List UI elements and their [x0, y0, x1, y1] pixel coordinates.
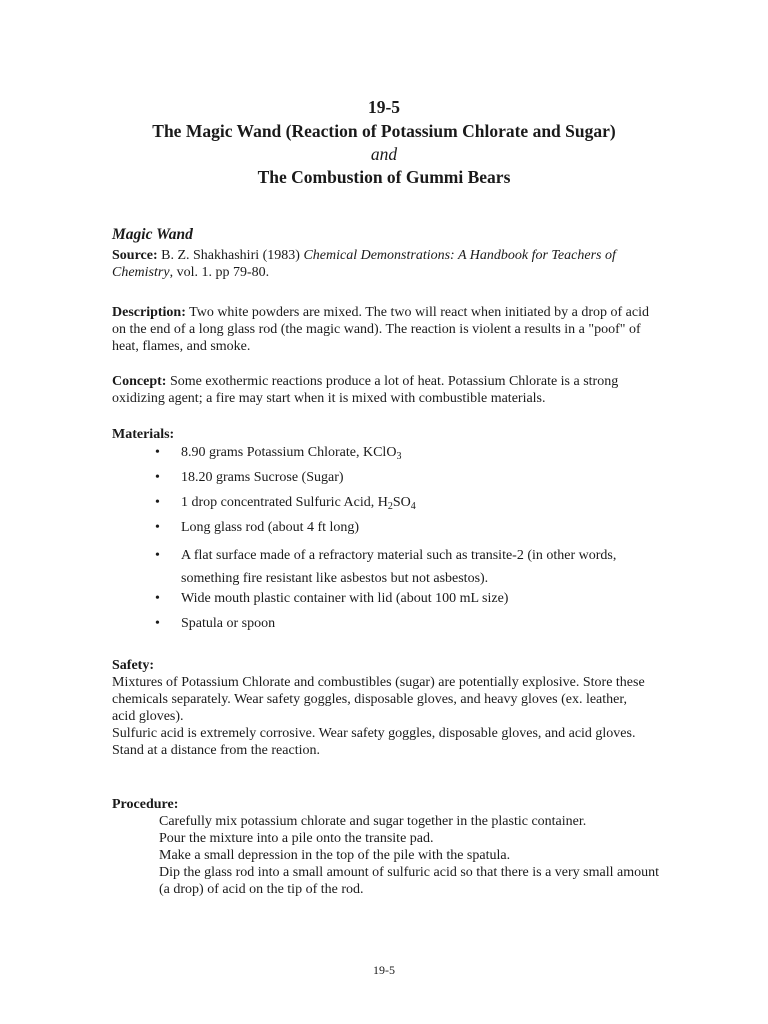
bullet-icon: •: [155, 470, 160, 485]
subscript: 4: [410, 501, 416, 512]
concept-paragraph: [112, 373, 660, 407]
list-item: Dip the glass rod into a small amount of sulfuric acid so that there is a very small amount (a drop) of acid on the tip of the rod.: [159, 865, 660, 897]
bullet-icon: •: [155, 520, 160, 535]
bullet-icon: •: [155, 591, 160, 606]
safety-line: Sulfuric acid is extremely corrosive. Wear safety goggles, disposable gloves, and acid gloves.: [112, 726, 636, 741]
material-text: 8.90 grams Potassium Chlorate, KClO: [181, 445, 397, 460]
description-text: Two white powders are mixed. The two will react when initiated by a drop of acid on the end of a long glass rod (the magic wand). The reaction is violent a results in a "poof" of heat, flames, and smoke.: [112, 305, 649, 354]
list-item: [112, 469, 672, 494]
description-paragraph: [112, 304, 660, 355]
material-text: Spatula or spoon: [181, 616, 276, 631]
list-item: Pour the mixture into a pile onto the transite pad.: [159, 831, 434, 846]
safety-line: Mixtures of Potassium Chlorate and combustibles (sugar) are potentially explosive. Store these chemicals separately. Wear safety goggles, disposable gloves, and heavy gloves (ex. leather, acid gloves).: [112, 675, 645, 724]
title-block: [0, 95, 768, 189]
source-label: Source:: [112, 248, 158, 263]
section-number: 19-5: [367, 97, 401, 117]
material-text: A flat surface made of a refractory material such as transite-2 (in other words, something fire resistant like asbestos but not asbestos).: [181, 548, 617, 586]
description-label: Description:: [112, 305, 186, 320]
bullet-icon: •: [155, 548, 160, 563]
title-line-1: The Magic Wand (Reaction of Potassium Chlorate and Sugar): [152, 121, 616, 141]
concept-label: Concept:: [112, 374, 167, 389]
subscript: 2: [387, 501, 393, 512]
bullet-icon: •: [155, 445, 160, 460]
material-text: 1 drop concentrated Sulfuric Acid, H: [181, 495, 388, 510]
section-heading-magic-wand: Magic Wand: [112, 226, 193, 243]
source-author: B. Z. Shakhashiri (1983): [157, 248, 304, 263]
source-tail: , vol. 1. pp 79-80.: [169, 265, 270, 280]
list-item: [112, 615, 672, 640]
list-item: Carefully mix potassium chlorate and sugar together in the plastic container.: [159, 814, 587, 829]
list-item: [112, 519, 672, 544]
procedure-label: Procedure:: [112, 797, 179, 812]
list-item: [112, 494, 672, 519]
title-line-2: The Combustion of Gummi Bears: [257, 167, 511, 187]
concept-text: Some exothermic reactions produce a lot of heat. Potassium Chlorate is a strong oxidizing agent; a fire may start when it is mixed with combustible materials.: [112, 374, 619, 406]
subscript: 3: [396, 451, 402, 462]
safety-line: Stand at a distance from the reaction.: [112, 743, 320, 758]
material-text: SO: [392, 495, 411, 510]
safety-label: Safety:: [112, 658, 154, 673]
materials-list: [112, 444, 672, 640]
list-item: [112, 590, 672, 615]
page-number: 19-5: [373, 963, 395, 977]
material-text: Long glass rod (about 4 ft long): [181, 520, 360, 535]
source-book-title: Chemical Demonstrations: A Handbook for Teachers of Chemistry: [112, 248, 616, 280]
safety-paragraph: [112, 674, 652, 759]
procedure-list: [159, 813, 659, 898]
list-item: Make a small depression in the top of the pile with the spatula.: [159, 848, 511, 863]
title-conjunction: and: [370, 144, 398, 164]
list-item: [112, 544, 671, 590]
materials-label: Materials:: [112, 427, 175, 442]
material-text: Wide mouth plastic container with lid (about 100 mL size): [181, 591, 509, 606]
material-text: 18.20 grams Sucrose (Sugar): [181, 470, 344, 485]
bullet-icon: •: [155, 495, 160, 510]
bullet-icon: •: [155, 616, 160, 631]
source-paragraph: [112, 247, 660, 281]
list-item: [112, 444, 672, 469]
